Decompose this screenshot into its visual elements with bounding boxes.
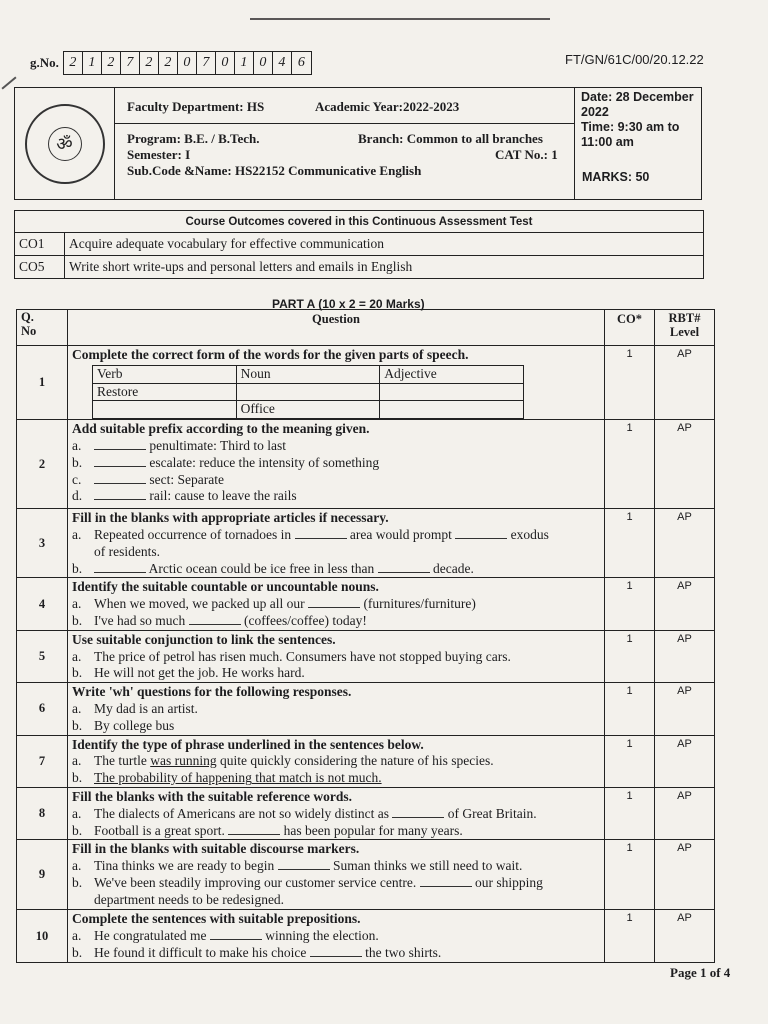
time-line-2: 11:00 am: [581, 135, 634, 149]
co-text: Acquire adequate vocabulary for effective communication: [65, 233, 704, 256]
program: Program: B.E. / B.Tech.: [127, 131, 260, 146]
question-text: Identify the suitable countable or uncountable nouns. a. When we moved, we packed up all our (furnitures/furniture) b. I've had so much (coffees/coffee) today!: [68, 578, 605, 630]
table-row: [17, 683, 715, 735]
rbt-level: AP: [655, 683, 715, 735]
rbt-level: AP: [655, 735, 715, 787]
date-line-1: Date: 28 December: [581, 90, 694, 104]
course-outcomes-table: [14, 210, 704, 279]
rbt-level: AP: [655, 840, 715, 910]
date-line-2: 2022: [581, 105, 609, 119]
seal-symbol: ॐ: [48, 127, 82, 161]
registration-digit: 0: [178, 52, 197, 74]
rbt-level: AP: [655, 787, 715, 839]
table-row: [17, 910, 715, 963]
time-line-1: Time: 9:30 am to: [581, 120, 680, 134]
table-row: [17, 578, 715, 630]
co-value: 1: [605, 630, 655, 682]
question-number: 8: [17, 787, 68, 839]
rbt-level: AP: [655, 509, 715, 578]
registration-digit: 7: [197, 52, 216, 74]
co-code: CO5: [15, 256, 65, 279]
registration-digit: 0: [254, 52, 273, 74]
co-value: 1: [605, 420, 655, 509]
exam-header: [14, 87, 702, 200]
subject: Sub.Code &Name: HS22152 Communicative English: [127, 163, 422, 178]
table-row: [17, 787, 715, 839]
parts-of-speech-table: Verb Noun Adjective Restore Office: [92, 365, 524, 419]
table-row: [15, 256, 704, 279]
exam-details: [115, 88, 575, 199]
total-marks: MARKS: 50: [582, 170, 650, 184]
registration-digit: 1: [235, 52, 254, 74]
question-number: 7: [17, 735, 68, 787]
registration-digit: 2: [140, 52, 159, 74]
co-text: Write short write-ups and personal letters and emails in English: [65, 256, 704, 279]
question-number: 10: [17, 910, 68, 963]
page-number: Page 1 of 4: [670, 965, 731, 980]
question-header: Question: [68, 310, 605, 346]
date-time-marks: [577, 88, 701, 184]
registration-digit: 2: [159, 52, 178, 74]
table-row: [17, 630, 715, 682]
question-number: 6: [17, 683, 68, 735]
table-row: [17, 346, 715, 420]
co-value: 1: [605, 509, 655, 578]
table-row: [17, 420, 715, 509]
registration-digit: 1: [83, 52, 102, 74]
co-value: 1: [605, 346, 655, 420]
co-value: 1: [605, 683, 655, 735]
registration-digit: 2: [64, 52, 83, 74]
logo-cell: [15, 88, 115, 199]
question-text: Write 'wh' questions for the following responses. a. My dad is an artist. b. By college bus: [68, 683, 605, 735]
branch: Branch: Common to all branches: [358, 131, 543, 146]
table-row: [17, 735, 715, 787]
question-number: 4: [17, 578, 68, 630]
scan-edge-line: [250, 18, 550, 20]
college-seal-icon: [25, 104, 105, 184]
registration-digit: 2: [102, 52, 121, 74]
qno-header: Q. No: [17, 310, 68, 346]
question-number: 1: [17, 346, 68, 420]
academic-year: Academic Year:2022-2023: [315, 99, 460, 114]
registration-number: [30, 51, 312, 75]
question-number: 5: [17, 630, 68, 682]
question-text: Complete the sentences with suitable prepositions. a. He congratulated me winning the election. b. He found it difficult to make his choice the two shirts.: [68, 910, 605, 963]
co-value: 1: [605, 840, 655, 910]
registration-digit: 0: [216, 52, 235, 74]
registration-label: g.No.: [30, 55, 59, 70]
question-number: 9: [17, 840, 68, 910]
co-header: CO*: [605, 310, 655, 346]
co-value: 1: [605, 735, 655, 787]
rbt-level: AP: [655, 346, 715, 420]
question-text: Complete the correct form of the words for the given parts of speech. Verb Noun Adjective Restore Office: [68, 346, 605, 420]
questions-table: [16, 309, 715, 963]
faculty-department: Faculty Department: HS: [127, 99, 265, 114]
table-row: [17, 509, 715, 578]
table-header: [17, 310, 715, 346]
question-text: Fill the blanks with the suitable reference words. a. The dialects of Americans are not so widely distinct as of Great Britain. b. Football is a great sport. has been popular for many years.: [68, 787, 605, 839]
question-text: Identify the type of phrase underlined in the sentences below. a. The turtle was running quite quickly considering the nature of his species. b. The probability of happening that match is not much.: [68, 735, 605, 787]
document-code: FT/GN/61C/00/20.12.22: [565, 52, 704, 67]
question-number: 2: [17, 420, 68, 509]
question-number: 3: [17, 509, 68, 578]
question-text: Add suitable prefix according to the meaning given. a. penultimate: Third to last b. escalate: reduce the intensity of something c. sect: Separate d. rail: cause to leave the rails: [68, 420, 605, 509]
rbt-level: AP: [655, 578, 715, 630]
co-value: 1: [605, 578, 655, 630]
co-value: 1: [605, 910, 655, 963]
semester: Semester: I: [127, 147, 191, 162]
question-text: Fill in the blanks with suitable discourse markers. a. Tina thinks we are ready to begin Suman thinks we still need to wait. b. We've been steadily improving our customer service centre. our shipping department needs to be redesigned.: [68, 840, 605, 910]
registration-digit: 4: [273, 52, 292, 74]
course-outcomes-title: Course Outcomes covered in this Continuous Assessment Test: [15, 211, 704, 233]
co-value: 1: [605, 787, 655, 839]
part-a-title: PART A (10 x 2 = 20 Marks): [272, 297, 425, 311]
underlined-phrase: The probability of happening: [94, 770, 252, 786]
rbt-level: AP: [655, 420, 715, 509]
registration-digit-boxes: [63, 51, 312, 75]
cat-number: CAT No.: 1: [495, 147, 558, 162]
rbt-level: AP: [655, 630, 715, 682]
table-row: [15, 233, 704, 256]
faculty-row: [115, 88, 574, 124]
rbt-level-header: RBT# Level: [655, 310, 715, 346]
table-row: [17, 840, 715, 910]
underlined-phrase: was running: [150, 753, 217, 769]
co-code: CO1: [15, 233, 65, 256]
registration-digit: 6: [297, 55, 305, 70]
registration-digit: 7: [121, 52, 140, 74]
question-text: Fill in the blanks with appropriate articles if necessary. a. Repeated occurrence of tornadoes in area would prompt exodus of residents. b. Arctic ocean could be ice free in less than decade.: [68, 509, 605, 578]
rbt-level: AP: [655, 910, 715, 963]
question-text: Use suitable conjunction to link the sentences. a. The price of petrol has risen much. Consumers have not stopped buying cars. b. He will not get the job. He works hard.: [68, 630, 605, 682]
